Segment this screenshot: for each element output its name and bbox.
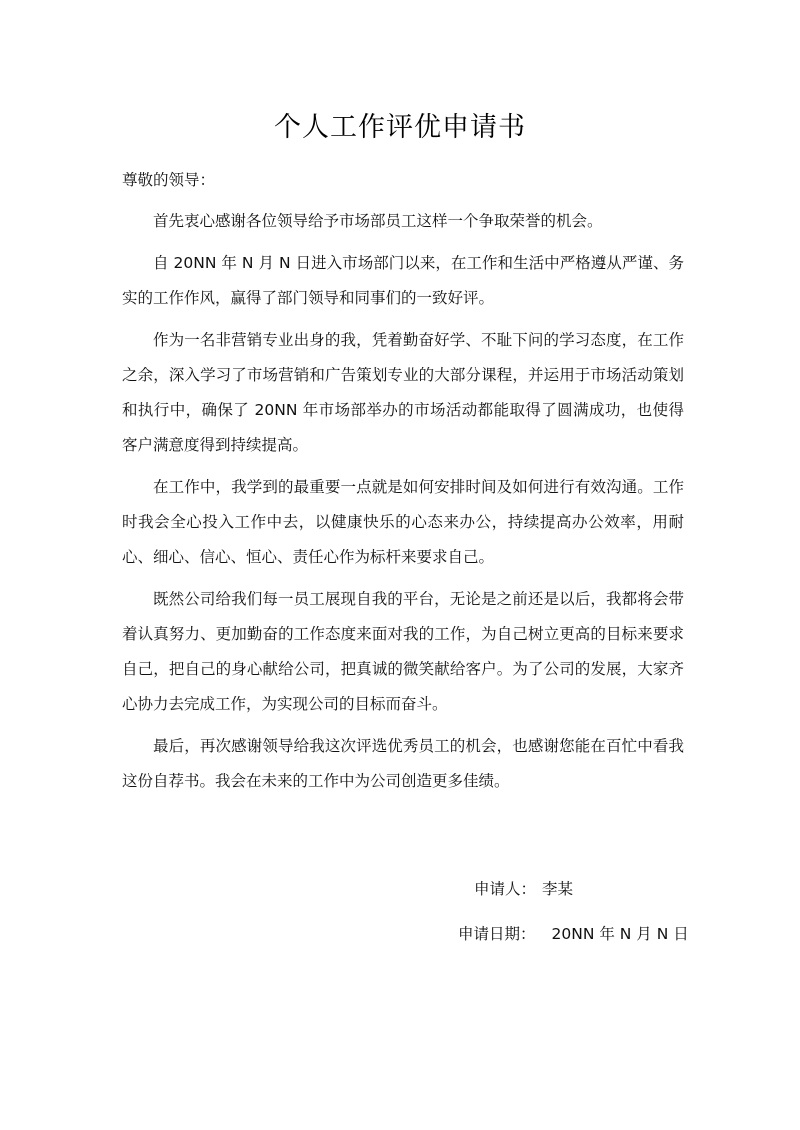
applicant-line	[474, 877, 573, 901]
paragraph-thanks: 首先衷心感谢各位领导给予市场部员工这样一个争取荣誉的机会。	[153, 212, 603, 230]
signature-block	[0, 877, 800, 957]
document-body	[122, 204, 684, 806]
paragraph-work-style: 自 20NN 年 N 月 N 日进入市场部门以来，在工作和生活中严格遵从严谨、务实的工作作风，赢得了部门领导和同事们的一致好评。	[122, 254, 684, 307]
salutation: 尊敬的领导：	[122, 171, 216, 189]
date-label: 申请日期：	[458, 925, 536, 943]
application-date: 20NN 年 N 月 N 日	[551, 925, 689, 943]
paragraph-communication: 在工作中，我学到的最重要一点就是如何安排时间及如何进行有效沟通。工作时我会全心投入工作中去，以健康快乐的心态来办公，持续提高办公效率，用耐心、细心、信心、恒心、责任心作为标杆来要求自己。	[122, 478, 684, 566]
document-title: 个人工作评优申请书	[274, 112, 526, 143]
applicant-label: 申请人：	[474, 880, 537, 898]
paragraph-learning: 作为一名非营销专业出身的我，凭着勤奋好学、不耻下问的学习态度，在工作之余，深入学习了市场营销和广告策划专业的大部分课程，并运用于市场活动策划和执行中，确保了 20NN 年市场部举办的市场活动都能取得了圆满成功，也使得客户满意度得到持续提高。	[122, 331, 684, 454]
date-line	[458, 922, 689, 946]
paragraph-closing: 最后，再次感谢领导给我这次评选优秀员工的机会，也感谢您能在百忙中看我这份自荐书。我会在未来的工作中为公司创造更多佳绩。	[122, 737, 684, 790]
paragraph-commitment: 既然公司给我们每一员工展现自我的平台，无论是之前还是以后，我都将会带着认真努力、更加勤奋的工作态度来面对我的工作，为自己树立更高的目标来要求自己，把自己的身心献给公司，把真诚的微笑献给客户。为了公司的发展，大家齐心协力去完成工作，为实现公司的目标而奋斗。	[122, 590, 684, 713]
applicant-name: 李某	[542, 880, 574, 898]
